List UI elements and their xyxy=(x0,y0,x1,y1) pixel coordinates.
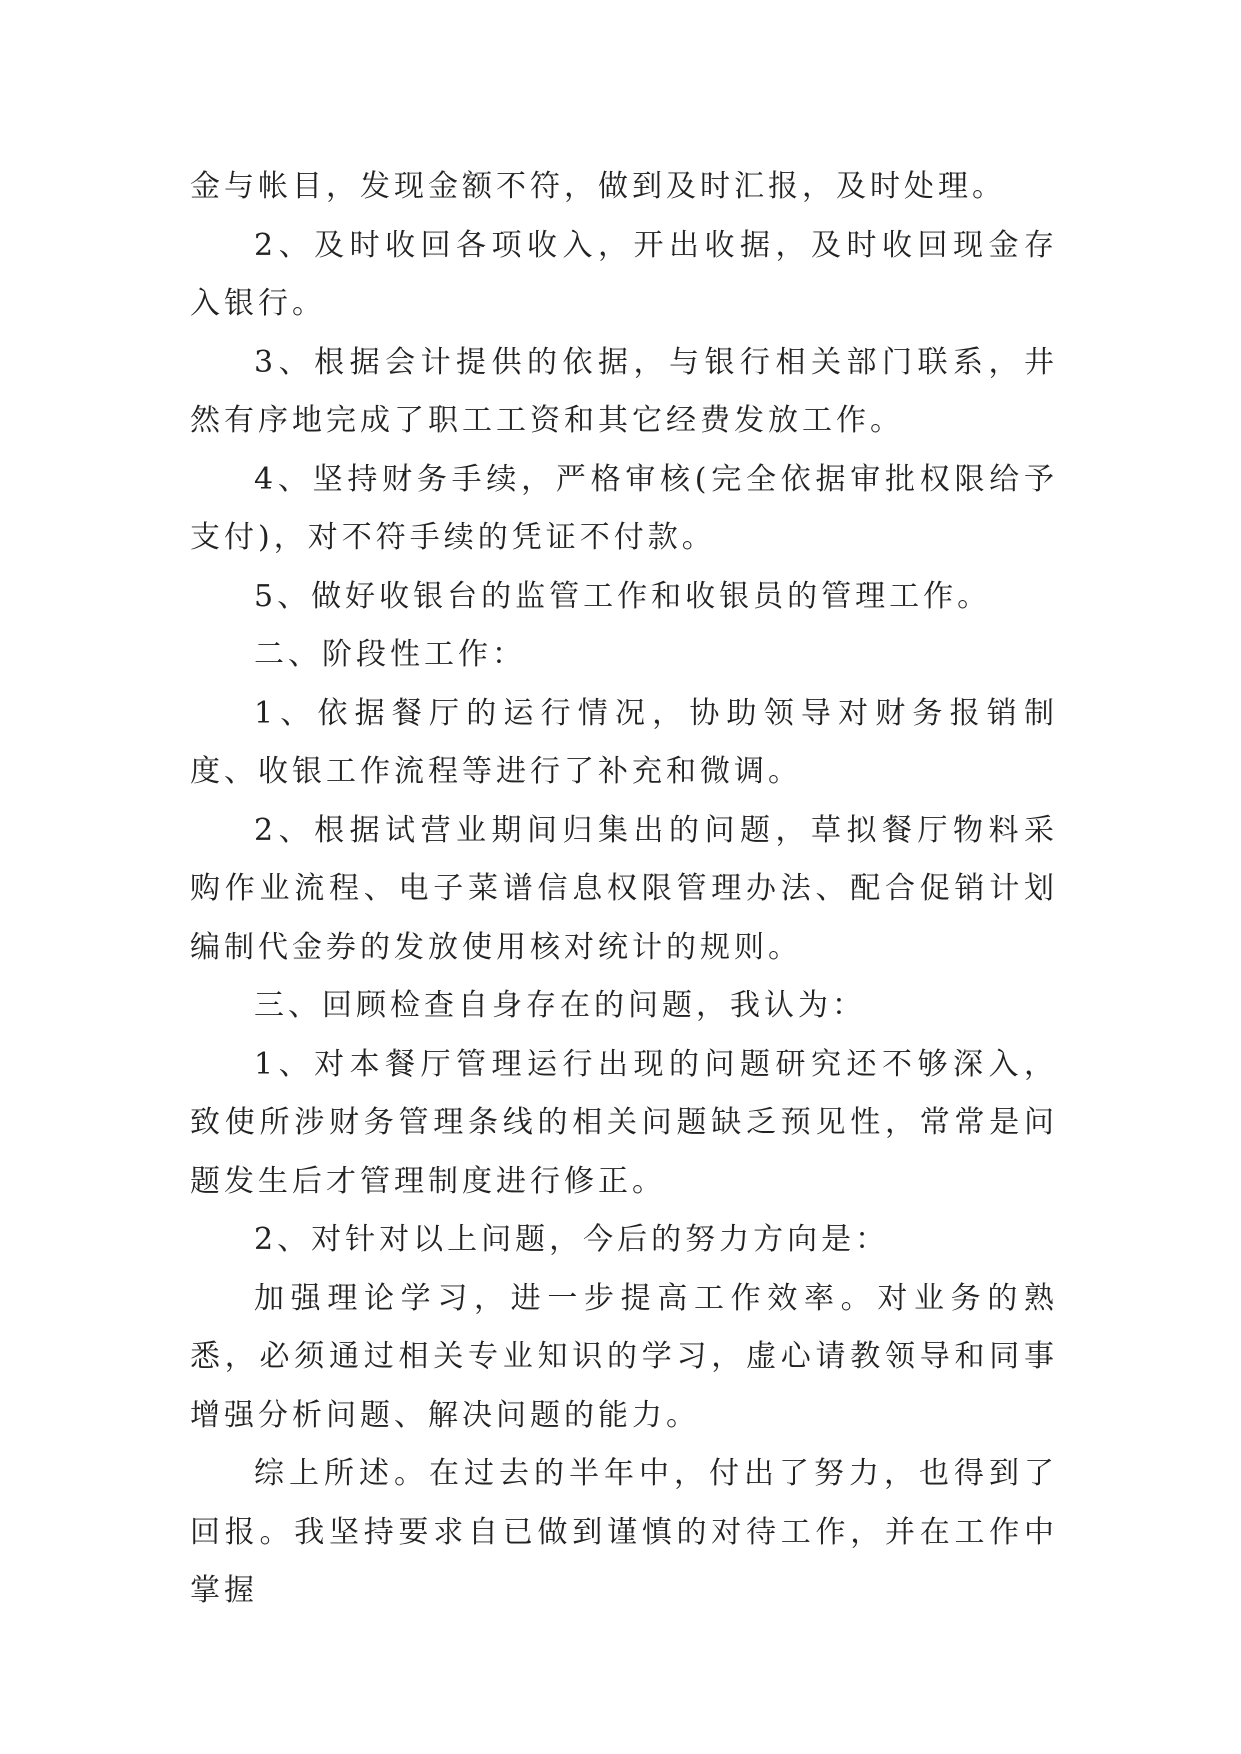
paragraph-3: 3、根据会计提供的依据，与银行相关部门联系，井然有序地完成了职工工资和其它经费发放工作。 xyxy=(190,344,1058,438)
section-heading-2: 二、阶段性工作： xyxy=(254,637,526,672)
paragraph-7: 1、依据餐厅的运行情况，协助领导对财务报销制度、收银工作流程等进行了补充和微调。 xyxy=(190,695,1058,789)
paragraph-5: 5、做好收银台的监管工作和收银员的管理工作。 xyxy=(254,578,992,614)
paragraph-10: 1、对本餐厅管理运行出现的问题研究还不够深入，致使所涉财务管理条线的相关问题缺乏预见性，常常是问题发生后才管理制度进行修正。 xyxy=(190,1046,1058,1199)
paragraph-2: 2、及时收回各项收入，开出收据，及时收回现金存入银行。 xyxy=(190,227,1058,321)
paragraph-11: 2、对针对以上问题，今后的努力方向是： xyxy=(254,1222,890,1257)
section-heading-3: 三、回顾检查自身存在的问题，我认为： xyxy=(254,988,866,1023)
paragraph-1: 金与帐目，发现金额不符，做到及时汇报，及时处理。 xyxy=(190,169,1006,204)
paragraph-13: 综上所述。在过去的半年中，付出了努力，也得到了回报。我坚持要求自已做到谨慎的对待工作，并在工作中掌握 xyxy=(190,1456,1058,1608)
paragraph-4: 4、坚持财务手续，严格审核(完全依据审批权限给予支付)，对不符手续的凭证不付款。 xyxy=(190,461,1058,555)
paragraph-8: 2、根据试营业期间归集出的问题，草拟餐厅物料采购作业流程、电子菜谱信息权限管理办法、配合促销计划编制代金券的发放使用核对统计的规则。 xyxy=(190,812,1058,965)
paragraph-12: 加强理论学习，进一步提高工作效率。对业务的熟悉，必须通过相关专业知识的学习，虚心请教领导和同事增强分析问题、解决问题的能力。 xyxy=(190,1280,1058,1433)
document-body xyxy=(190,158,1058,1621)
